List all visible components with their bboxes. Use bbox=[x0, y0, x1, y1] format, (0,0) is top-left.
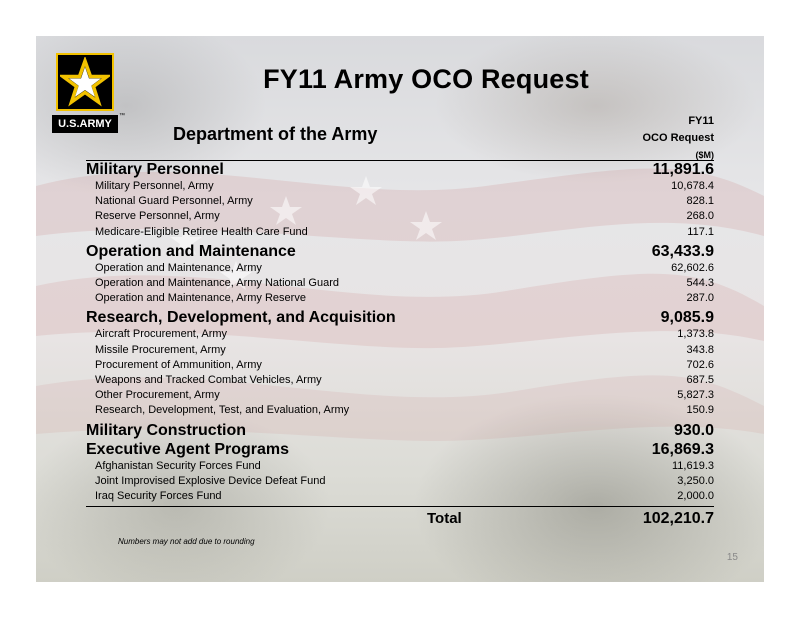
line-item-name: Medicare-Eligible Retiree Health Care Fund bbox=[95, 225, 308, 238]
department-heading: Department of the Army bbox=[173, 124, 378, 144]
line-item-row bbox=[86, 374, 714, 390]
column-header-unit: ($M) bbox=[695, 150, 714, 160]
line-item-value: 62,602.6 bbox=[671, 261, 714, 274]
line-item-name: Reserve Personnel, Army bbox=[95, 210, 220, 223]
category-name: Operation and Maintenance bbox=[86, 242, 296, 260]
line-item-name: Military Personnel, Army bbox=[95, 180, 214, 192]
total-label: Total bbox=[427, 510, 462, 527]
line-item-row bbox=[86, 277, 714, 293]
trademark-symbol: ™ bbox=[119, 113, 125, 119]
line-item-row bbox=[86, 328, 714, 344]
line-item-name: Other Procurement, Army bbox=[95, 389, 220, 402]
line-item-name: Operation and Maintenance, Army Reserve bbox=[95, 292, 306, 305]
category-total: 9,085.9 bbox=[660, 309, 714, 327]
column-header-year: FY11 bbox=[688, 115, 714, 127]
category-row bbox=[86, 161, 714, 177]
category-name: Military Personnel bbox=[86, 161, 224, 178]
line-item-value: 3,250.0 bbox=[677, 474, 714, 487]
category-total: 63,433.9 bbox=[651, 242, 714, 260]
line-item-value: 544.3 bbox=[686, 277, 714, 289]
line-item-name: Research, Development, Test, and Evaluation, Army bbox=[95, 404, 350, 417]
line-item-row bbox=[86, 292, 714, 308]
line-item-value: 11,619.3 bbox=[671, 459, 714, 472]
line-item-name: National Guard Personnel, Army bbox=[95, 195, 253, 208]
line-item-row bbox=[86, 210, 714, 226]
line-item-row bbox=[86, 262, 714, 278]
line-item-name: Joint Improvised Explosive Device Defeat Fund bbox=[95, 474, 326, 487]
line-item-name: Weapons and Tracked Combat Vehicles, Army bbox=[95, 374, 322, 386]
line-item-row bbox=[86, 475, 714, 491]
army-logo-box bbox=[56, 53, 114, 111]
column-header bbox=[642, 113, 714, 164]
army-star-icon bbox=[60, 57, 110, 107]
army-logo bbox=[52, 53, 125, 137]
slide-title: FY11 Army OCO Request bbox=[263, 64, 589, 94]
line-item-row bbox=[86, 460, 714, 476]
category-row bbox=[86, 422, 714, 438]
line-item-name: Operation and Maintenance, Army National Guard bbox=[95, 277, 339, 289]
line-item-name: Procurement of Ammunition, Army bbox=[95, 358, 262, 371]
slide bbox=[36, 36, 764, 582]
total-divider bbox=[86, 506, 714, 507]
category-name: Executive Agent Programs bbox=[86, 440, 290, 458]
line-item-value: 287.0 bbox=[686, 292, 714, 305]
line-item-name: Afghanistan Security Forces Fund bbox=[95, 459, 261, 472]
footnote: Numbers may not add due to rounding bbox=[118, 537, 255, 546]
line-item-value: 343.8 bbox=[686, 343, 714, 356]
line-item-value: 687.5 bbox=[686, 374, 714, 386]
line-item-row bbox=[86, 389, 714, 405]
line-item-value: 828.1 bbox=[686, 195, 714, 208]
line-item-row bbox=[86, 180, 714, 196]
line-item-name: Operation and Maintenance, Army bbox=[95, 261, 262, 274]
line-item-name: Iraq Security Forces Fund bbox=[95, 490, 222, 502]
line-item-value: 10,678.4 bbox=[671, 180, 714, 192]
line-item-value: 5,827.3 bbox=[677, 389, 714, 402]
line-item-name: Missile Procurement, Army bbox=[95, 343, 226, 356]
army-logo-text: U.S.ARMY bbox=[52, 115, 118, 133]
line-item-row bbox=[86, 344, 714, 360]
line-item-row bbox=[86, 195, 714, 211]
line-item-value: 268.0 bbox=[686, 210, 714, 223]
line-item-row bbox=[86, 359, 714, 375]
category-row bbox=[86, 309, 714, 325]
category-row bbox=[86, 243, 714, 259]
line-item-name: Aircraft Procurement, Army bbox=[95, 328, 228, 341]
category-total: 16,869.3 bbox=[651, 440, 714, 458]
line-item-value: 150.9 bbox=[686, 404, 714, 417]
line-item-value: 1,373.8 bbox=[677, 328, 714, 341]
total-value: 102,210.7 bbox=[642, 510, 714, 527]
line-item-value: 117.1 bbox=[687, 225, 714, 238]
line-item-row bbox=[86, 226, 714, 242]
category-row bbox=[86, 441, 714, 457]
line-item-row bbox=[86, 490, 714, 506]
category-total: 11,891.6 bbox=[652, 161, 714, 178]
page-number: 15 bbox=[726, 552, 738, 563]
line-item-value: 2,000.0 bbox=[677, 490, 714, 502]
line-item-row bbox=[86, 404, 714, 420]
category-total: 930.0 bbox=[673, 421, 714, 439]
category-name: Research, Development, and Acquisition bbox=[86, 309, 396, 327]
category-name: Military Construction bbox=[86, 421, 247, 439]
column-header-label: OCO Request bbox=[642, 132, 714, 144]
line-item-value: 702.6 bbox=[686, 358, 714, 371]
